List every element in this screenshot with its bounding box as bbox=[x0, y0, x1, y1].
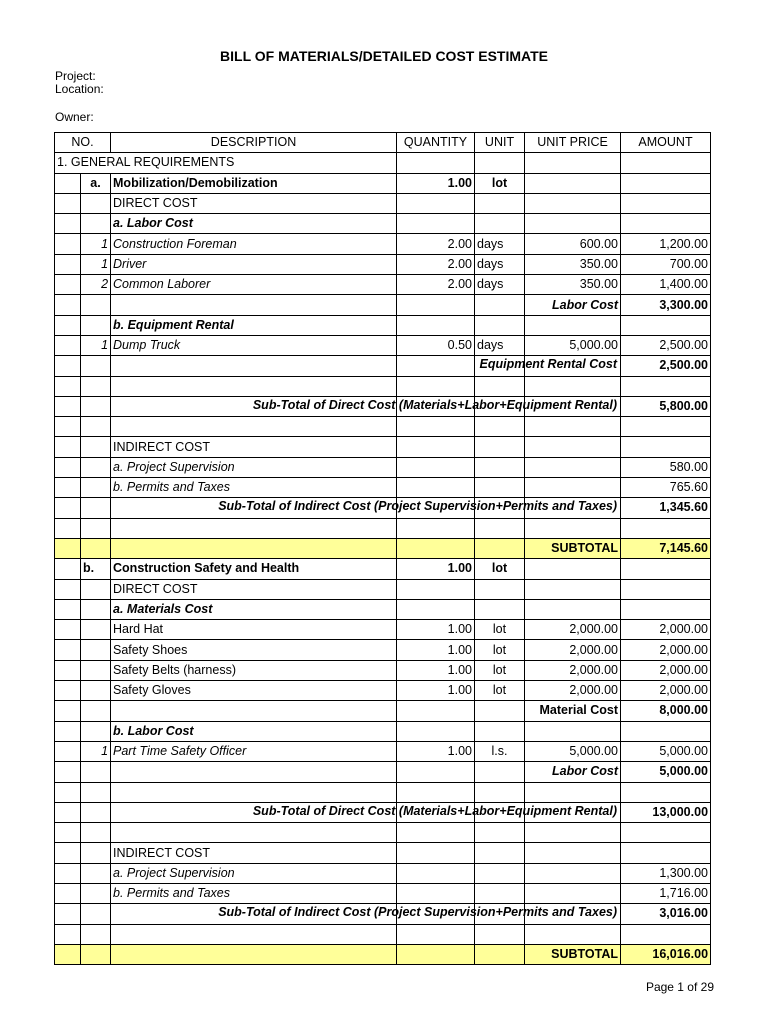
indirect-subtotal-row bbox=[55, 904, 711, 924]
line-number: 1 bbox=[81, 335, 111, 355]
line-unit-price: 5,000.00 bbox=[525, 741, 621, 761]
section-row bbox=[55, 153, 711, 173]
blank-row bbox=[55, 376, 711, 396]
line-description: Hard Hat bbox=[111, 620, 397, 640]
table-row bbox=[55, 681, 711, 701]
col-header-unit-price: UNIT PRICE bbox=[525, 133, 621, 153]
item-description: Mobilization/Demobilization bbox=[111, 173, 397, 193]
supervision-amount: 580.00 bbox=[621, 457, 711, 477]
line-number: 2 bbox=[81, 275, 111, 295]
line-unit: days bbox=[475, 254, 525, 274]
equipment-heading-row bbox=[55, 315, 711, 335]
labor-total-row bbox=[55, 762, 711, 782]
labor-heading: a. Labor Cost bbox=[111, 214, 397, 234]
line-unit: l.s. bbox=[475, 741, 525, 761]
permits-amount: 765.60 bbox=[621, 478, 711, 498]
line-unit-price: 2,000.00 bbox=[525, 640, 621, 660]
line-amount: 2,000.00 bbox=[621, 681, 711, 701]
line-description: Dump Truck bbox=[111, 335, 397, 355]
indirect-subtotal-row bbox=[55, 498, 711, 518]
line-unit-price: 350.00 bbox=[525, 254, 621, 274]
line-amount: 5,000.00 bbox=[621, 741, 711, 761]
document-title: BILL OF MATERIALS/DETAILED COST ESTIMATE bbox=[220, 48, 548, 64]
line-unit-price: 2,000.00 bbox=[525, 660, 621, 680]
labor-total-amount: 3,300.00 bbox=[621, 295, 711, 315]
table-row bbox=[55, 660, 711, 680]
direct-subtotal-amount: 5,800.00 bbox=[621, 396, 711, 416]
line-unit-price: 5,000.00 bbox=[525, 335, 621, 355]
line-amount: 2,500.00 bbox=[621, 335, 711, 355]
equipment-total-label: Equipment Rental Cost bbox=[479, 357, 618, 372]
col-header-quantity: QUANTITY bbox=[397, 133, 475, 153]
line-unit: lot bbox=[475, 640, 525, 660]
line-quantity: 1.00 bbox=[397, 640, 475, 660]
indirect-cost-row bbox=[55, 437, 711, 457]
direct-cost-heading: DIRECT COST bbox=[111, 579, 397, 599]
direct-subtotal-row bbox=[55, 396, 711, 416]
line-quantity: 2.00 bbox=[397, 254, 475, 274]
blank-row bbox=[55, 417, 711, 437]
line-unit: days bbox=[475, 335, 525, 355]
line-description: Driver bbox=[111, 254, 397, 274]
item-number: a. bbox=[81, 173, 111, 193]
cost-estimate-table bbox=[54, 132, 711, 965]
line-unit-price: 2,000.00 bbox=[525, 620, 621, 640]
blank-row bbox=[55, 782, 711, 802]
indirect-subtotal-label: Sub-Total of Indirect Cost (Project Supervision+Permits and Taxes) bbox=[218, 905, 618, 920]
line-amount: 700.00 bbox=[621, 254, 711, 274]
blank-row bbox=[55, 924, 711, 944]
direct-cost-row bbox=[55, 193, 711, 213]
supervision-label: a. Project Supervision bbox=[111, 457, 397, 477]
equipment-total-row bbox=[55, 356, 711, 376]
indirect-cost-heading: INDIRECT COST bbox=[111, 843, 397, 863]
subtotal-row bbox=[55, 944, 711, 964]
indirect-subtotal-label: Sub-Total of Indirect Cost (Project Supervision+Permits and Taxes) bbox=[218, 499, 618, 514]
materials-total-label: Material Cost bbox=[525, 701, 621, 721]
item-description: Construction Safety and Health bbox=[111, 559, 397, 579]
table-row bbox=[55, 640, 711, 660]
equipment-total-amount: 2,500.00 bbox=[621, 356, 711, 376]
table-row bbox=[55, 457, 711, 477]
col-header-unit: UNIT bbox=[475, 133, 525, 153]
blank-row bbox=[55, 823, 711, 843]
owner-label: Owner: bbox=[55, 110, 94, 124]
line-amount: 2,000.00 bbox=[621, 620, 711, 640]
line-description: Safety Belts (harness) bbox=[111, 660, 397, 680]
line-description: Common Laborer bbox=[111, 275, 397, 295]
line-description: Safety Shoes bbox=[111, 640, 397, 660]
line-quantity: 1.00 bbox=[397, 660, 475, 680]
line-quantity: 1.00 bbox=[397, 620, 475, 640]
table-row bbox=[55, 863, 711, 883]
indirect-subtotal-amount: 1,345.60 bbox=[621, 498, 711, 518]
indirect-subtotal-amount: 3,016.00 bbox=[621, 904, 711, 924]
table-row bbox=[55, 741, 711, 761]
labor-heading: b. Labor Cost bbox=[111, 721, 397, 741]
subtotal-row bbox=[55, 538, 711, 558]
line-unit: days bbox=[475, 275, 525, 295]
line-amount: 1,200.00 bbox=[621, 234, 711, 254]
line-quantity: 1.00 bbox=[397, 681, 475, 701]
line-unit: lot bbox=[475, 620, 525, 640]
line-quantity: 0.50 bbox=[397, 335, 475, 355]
table-row bbox=[55, 620, 711, 640]
table-row bbox=[55, 275, 711, 295]
labor-heading-row bbox=[55, 721, 711, 741]
line-description: Construction Foreman bbox=[111, 234, 397, 254]
item-quantity: 1.00 bbox=[397, 173, 475, 193]
direct-subtotal-amount: 13,000.00 bbox=[621, 802, 711, 822]
line-unit: lot bbox=[475, 660, 525, 680]
blank-row bbox=[55, 518, 711, 538]
materials-heading-row bbox=[55, 599, 711, 619]
line-quantity: 1.00 bbox=[397, 741, 475, 761]
subtotal-amount: 7,145.60 bbox=[621, 538, 711, 558]
subtotal-label: SUBTOTAL bbox=[525, 538, 621, 558]
indirect-cost-heading: INDIRECT COST bbox=[111, 437, 397, 457]
labor-heading-row bbox=[55, 214, 711, 234]
line-quantity: 2.00 bbox=[397, 275, 475, 295]
line-number: 1 bbox=[81, 741, 111, 761]
indirect-cost-row bbox=[55, 843, 711, 863]
labor-total-amount: 5,000.00 bbox=[621, 762, 711, 782]
table-row bbox=[55, 883, 711, 903]
supervision-label: a. Project Supervision bbox=[111, 863, 397, 883]
labor-total-row bbox=[55, 295, 711, 315]
col-header-description: DESCRIPTION bbox=[111, 133, 397, 153]
page-number: Page 1 of 29 bbox=[645, 980, 714, 994]
item-row bbox=[55, 173, 711, 193]
line-number: 1 bbox=[81, 254, 111, 274]
item-unit: lot bbox=[475, 173, 525, 193]
line-quantity: 2.00 bbox=[397, 234, 475, 254]
subtotal-amount: 16,016.00 bbox=[621, 944, 711, 964]
table-row bbox=[55, 254, 711, 274]
line-unit-price: 600.00 bbox=[525, 234, 621, 254]
permits-amount: 1,716.00 bbox=[621, 883, 711, 903]
col-header-amount: AMOUNT bbox=[621, 133, 711, 153]
permits-label: b. Permits and Taxes bbox=[111, 478, 397, 498]
subtotal-label: SUBTOTAL bbox=[525, 944, 621, 964]
line-description: Part Time Safety Officer bbox=[111, 741, 397, 761]
line-number: 1 bbox=[81, 234, 111, 254]
line-amount: 2,000.00 bbox=[621, 640, 711, 660]
direct-cost-heading: DIRECT COST bbox=[111, 193, 397, 213]
materials-total-amount: 8,000.00 bbox=[621, 701, 711, 721]
direct-subtotal-row bbox=[55, 802, 711, 822]
line-amount: 2,000.00 bbox=[621, 660, 711, 680]
direct-subtotal-label: Sub-Total of Direct Cost (Materials+Labor+Equipment Rental) bbox=[252, 803, 618, 818]
supervision-amount: 1,300.00 bbox=[621, 863, 711, 883]
location-label: Location: bbox=[55, 82, 104, 96]
labor-total-label: Labor Cost bbox=[525, 295, 621, 315]
section-title: 1. GENERAL REQUIREMENTS bbox=[55, 153, 397, 173]
line-unit: lot bbox=[475, 681, 525, 701]
table-row bbox=[55, 335, 711, 355]
table-row bbox=[55, 234, 711, 254]
table-row bbox=[55, 478, 711, 498]
line-unit: days bbox=[475, 234, 525, 254]
direct-cost-row bbox=[55, 579, 711, 599]
line-amount: 1,400.00 bbox=[621, 275, 711, 295]
item-quantity: 1.00 bbox=[397, 559, 475, 579]
col-header-no: NO. bbox=[55, 133, 111, 153]
line-unit-price: 2,000.00 bbox=[525, 681, 621, 701]
project-label: Project: bbox=[55, 69, 96, 83]
materials-heading: a. Materials Cost bbox=[111, 599, 397, 619]
line-unit-price: 350.00 bbox=[525, 275, 621, 295]
line-description: Safety Gloves bbox=[111, 681, 397, 701]
direct-subtotal-label: Sub-Total of Direct Cost (Materials+Labor+Equipment Rental) bbox=[252, 397, 618, 412]
labor-total-label: Labor Cost bbox=[525, 762, 621, 782]
table-header-row bbox=[55, 133, 711, 153]
item-unit: lot bbox=[475, 559, 525, 579]
item-row bbox=[55, 559, 711, 579]
permits-label: b. Permits and Taxes bbox=[111, 883, 397, 903]
materials-total-row bbox=[55, 701, 711, 721]
equipment-heading: b. Equipment Rental bbox=[111, 315, 397, 335]
item-number: b. bbox=[81, 559, 111, 579]
